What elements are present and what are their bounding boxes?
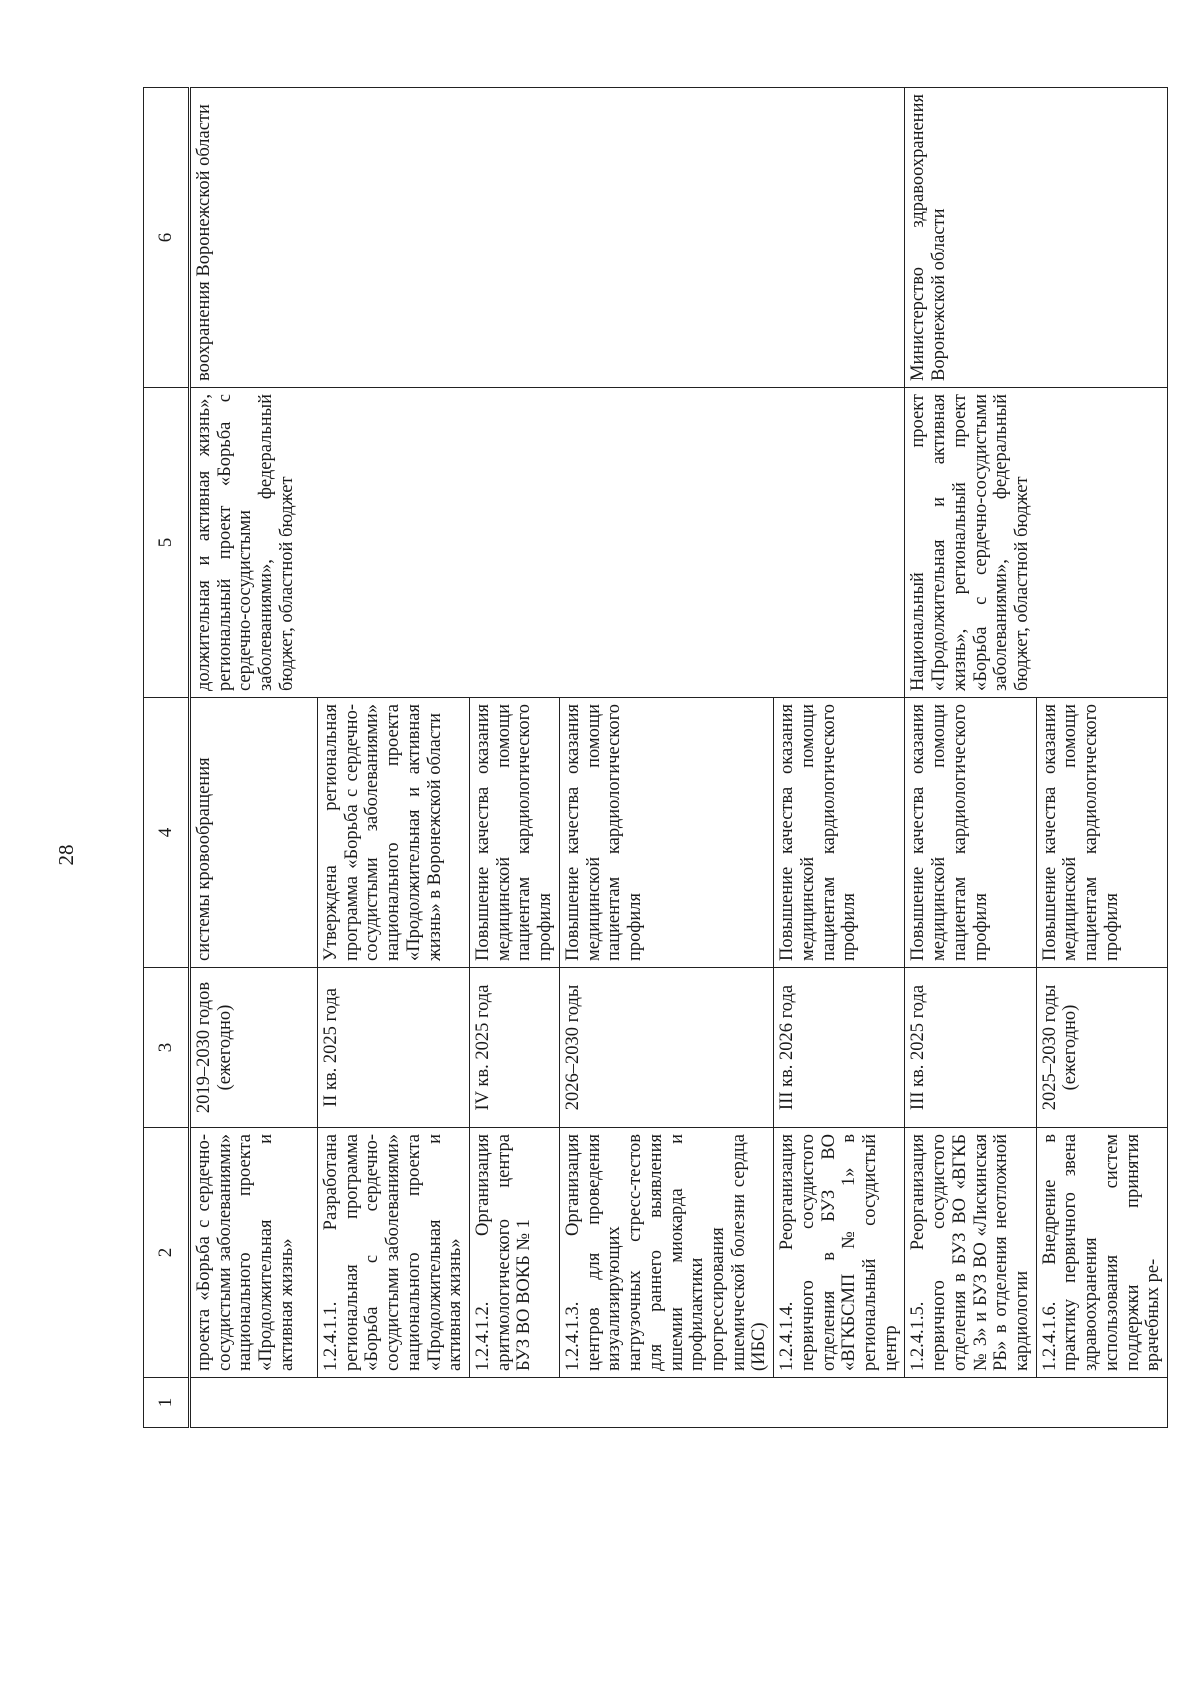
header-col-2: 2 (144, 1128, 190, 1378)
source-cell: должительная и активная жизнь», региональный проект «Борьба с сердечно-сосудистыми заболеваниями», федеральный бюджет, областной бюджет (190, 388, 905, 698)
period-cell: 2026–2030 годы (559, 968, 773, 1128)
period-cell: II кв. 2025 года (318, 968, 470, 1128)
header-row (144, 88, 190, 1428)
result-cell: Повышение качества оказания медицинской помощи пациентам кардиологического профиля (1036, 698, 1167, 968)
row-number-cell (190, 1378, 1168, 1428)
table-container (143, 88, 1164, 1428)
table-row (190, 88, 318, 1428)
result-cell: Утверждена региональная программа «Борьба с сердечно-сосудистыми заболеваниями» национального проекта «Продолжительная и активная жизнь» в Воронежской области (318, 698, 470, 968)
period-cell: 2019–2030 годов (ежегодно) (190, 968, 318, 1128)
header-col-6: 6 (144, 88, 190, 388)
result-cell: Повышение качества оказания медицинской помощи пациентам кардиологического профиля (470, 698, 560, 968)
header-col-5: 5 (144, 388, 190, 698)
result-cell: Повышение качества оказания медицинской помощи пациентам кардиологического профиля (559, 698, 773, 968)
header-col-4: 4 (144, 698, 190, 968)
header-col-1: 1 (144, 1378, 190, 1428)
measure-cell: 1.2.4.1.2. Организация аритмологического центра БУЗ ВО ВОКБ № 1 (470, 1128, 560, 1378)
measure-cell: 1.2.4.1.6. Внедрение в практику первичного звена здравоохранения использования систем поддержки принятия врачебных ре- (1036, 1128, 1167, 1378)
result-cell: системы кровообращения (190, 698, 318, 968)
measure-cell: 1.2.4.1.1. Разработана региональная программа «Борьба с сердечно-сосудистыми заболеваниями» национального проекта «Продолжительная и активная жизнь» (318, 1128, 470, 1378)
measures-table (143, 87, 1168, 1428)
period-cell: IV кв. 2025 года (470, 968, 560, 1128)
period-cell: 2025–2030 годы (ежегодно) (1036, 968, 1167, 1128)
header-col-3: 3 (144, 968, 190, 1128)
period-cell: III кв. 2026 года (774, 968, 905, 1128)
rotated-table-wrapper (143, 88, 1164, 1428)
period-cell: III кв. 2025 года (905, 968, 1036, 1128)
result-cell: Повышение качества оказания медицинской помощи пациентам кардиологического профиля (774, 698, 905, 968)
measure-cell: проекта «Борьба с сердечно-сосудистыми заболеваниями» национального проекта «Продолжительная и активная жизнь» (190, 1128, 318, 1378)
page-number: 28 (54, 844, 78, 866)
executor-cell: Министерство здравоохранения Воронежской области (905, 88, 1168, 388)
executor-cell: воохранения Воронежской области (190, 88, 905, 388)
measure-cell: 1.2.4.1.5. Реорганизация первичного сосудистого отделения в БУЗ ВО «ВГКБ № 3» и БУЗ ВО «Лискинская РБ» в отделения неотложной кардиологии (905, 1128, 1036, 1378)
source-cell: Национальный проект «Продолжительная и активная жизнь», региональный проект «Борьба с сердечно-сосудистыми заболеваниями», федеральный бюджет, областной бюджет (905, 388, 1168, 698)
result-cell: Повышение качества оказания медицинской помощи пациентам кардиологического профиля (905, 698, 1036, 968)
measure-cell: 1.2.4.1.3. Организация центров для проведения визуализирующих нагрузочных стресс-тестов для раннего выявления ишемии миокарда и профилактики прогрессирования ишемической болезни сердца (ИБС) (559, 1128, 773, 1378)
measure-cell: 1.2.4.1.4. Реорганизация первичного сосудистого отделения в БУЗ ВО «ВГКБСМП № 1» в региональный сосудистый центр (774, 1128, 905, 1378)
table-row (905, 88, 1036, 1428)
